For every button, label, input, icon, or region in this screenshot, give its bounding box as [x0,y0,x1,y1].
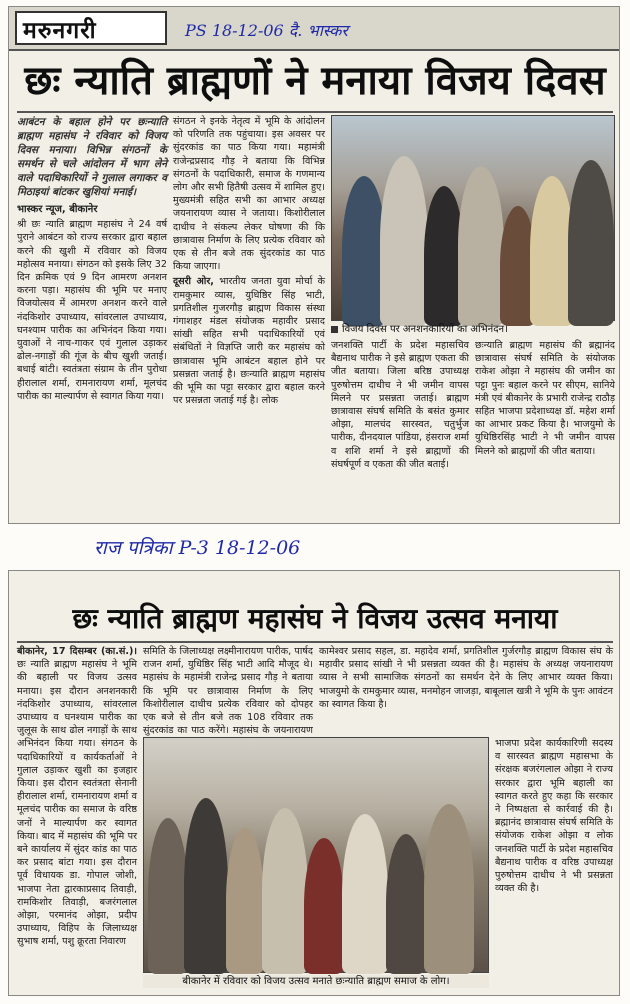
article-body-text: श्री छः न्याति ब्राह्मण महासंघ ने 24 वर्ष पुराने आबंटन को राज्य सरकार द्वारा बहाल करने की खुशी में रविवार को विजय महोत्सव मनाया। संगठन को इसके लिए 32 दिन क्रमिक एवं 9 दिन आमरण अनशन करना पड़ा। महासंघ की भूमि पर मनाए विजयोत्सव में आमरण अनशन करने वाले नंदकिशोर उपाध्याय, सांवरलाल उपाध्याय, घनश्याम पारीक का अभिनंदन किया गया। युवाओं ने नाच-गाकर एवं गुलाल उड़ाकर ढोल-नगाड़ों की गूंज के बीच खुशी जताई। बधाई बांटी। स्वतंत्रता संग्राम के तीन पुरोधा हीरालाल शर्मा, रामनारायण शर्मा, मूलचंद पारीक का माल्यार्पण से स्वागत किया गया। [17,219,167,402]
news-photo-crowd [331,115,615,321]
divider [17,111,613,113]
masthead-title: मरुनगरी [23,17,97,44]
article-column-3 [319,645,613,735]
article-body-text: छःन्याति ब्राह्मण महासंघ की ब्रह्मानंद छात्रावास संघर्ष समिति के संयोजक राकेश ओझा ने महासंघ की जमीन का पट्टा पुनः बहाल करने पर सीएम, सानिये मंत्री एवं बीकानेर के प्रभारी राजेन्द्र राठौड़ सहित भाजपा प्रदेशाध्यक्ष डॉ. महेश शर्मा का आभार प्रकट किया है। भाजयुमो के युधिष्ठिरसिंह भाटी ने भी जमीन वापस मिलने को ब्राह्मणों की जीत बताया। [475,340,615,457]
article-body-text: भारतीय जनता युवा मोर्चा के रामकुमार व्यास, युधिष्ठिर सिंह भाटी, प्रगतिशील गुजरगौड़ ब्राह्मण विकास संस्था गंगाशहर मंडल संयोजक महावीर प्रसाद सांखी सहित सभी पदाधिकारियों एवं संबंधितों ने विज्ञप्ति जारी कर महासंघ को छात्रावास भूमि आबंटन बहाल होने पर प्रसन्नता जताई है। छःन्याति ब्राह्मण महासंघ की भूमि का पट्टा सरकार द्वारा बहाल करने पर प्रसन्नता जताई गई है। लोक [173,276,325,407]
handwritten-source-note: राज पत्रिका P-3 18-12-06 [94,537,301,559]
article-intro: आबंटन के बहाल होने पर छःन्याति ब्राह्मण महासंघ ने रविवार को विजय दिवस मनाया। विभिन्न संगठनों के समर्थन से चले आंदोलन में भाग लेने वाले पदाधिकारियों ने गुलाल लगाकर व मिठाइयां बांटकर खुशियां मनाई। [17,116,167,198]
article-column-4 [475,339,615,519]
article-body-text: जनशक्ति पार्टी के प्रदेश महासचिव बैद्यनाथ पारीक ने इसे ब्राह्मण एकता की जीत बताया। जिला बरिष्ठ उपाध्यक्ष पुरुषोत्तम दाधीच ने भी जमीन वापस मिलने पर प्रसन्नता जताई। ब्राह्मण छात्रावास संघर्ष समिति के बसंत कुमार ओझा, मालचंद सारस्वत, चतुर्भुज पारीक, दीनदयाल पांडिया, हंसराज शर्मा व शशि शर्मा ने इसे ब्राह्मणों की संघर्षपूर्ण व एकता की जीत बताई। [331,340,469,470]
article-subhead: दूसरी ओर, [173,276,214,288]
article-column-1 [17,645,137,991]
headline: छः न्याति ब्राह्मणों ने मनाया विजय दिवस [24,57,606,104]
newspaper-clipping-patrika [8,570,620,996]
article-body-text: समिति के जिलाध्यक्ष लक्ष्मीनारायण पारीक, पार्षद राजन शर्मा, युधिष्ठिर सिंह भाटी आदि मौजूद थे। महासंघ के महामंत्री राजेन्द्र प्रसाद गौड़ ने बताया कि भूमि पर छात्रावास निर्माण के लिए किशोरीलाल दाधीच प्रत्येक रविवार को दोपहर एक बजे से तीन बजे तक 108 रविवार तक सुंदरकांड का पाठ करेंगे। महासंघ के जयनारायण [143,646,313,737]
article-byline: भास्कर न्यूज, बीकानेर [17,204,98,215]
caption-bullet-icon [331,326,338,333]
article-body-text: संगठन ने इनके नेतृत्व में भूमि के आंदोलन को परिणति तक पहुंचाया। इस अवसर पर सुंदरकांड का पाठ किया गया। महामंत्री राजेन्द्रप्रसाद गौड़ ने बताया कि विभिन्न संगठनों के पदाधिकारी, समाज के गणमान्य लोग और सभी हितैषी उत्सव में शामिल हुए। मुख्यमंत्री सहित सभी का आभार अध्यक्ष जयनारायण व्यास ने जताया। किशोरीलाल दाधीच ने संकल्प लेकर घोषणा की कि छात्रावास निर्माण के लिए प्रत्येक रविवार को एक से तीन बजे तक सुंदरकांड का पाठ किया जाएगा। [173,116,325,273]
article-body-text: कामेश्वर प्रसाद सहल, डा. महादेव शर्मा, प्रगतिशील गुर्जरगौड़ ब्राह्मण विकास संघ के महावीर प्रसाद सांखी ने भी प्रसन्नता व्यक्त की है। महासंघ के अध्यक्ष जयनारायण व्यास ने सभी सामाजिक संगठनों का समर्थन देने के लिए आभार व्यक्त किया। भाजयुमो के रामकुमार व्यास, मनमोहन जाजड़ा, बाबूलाल खत्री ने भूमि के पुनः आवंटन का स्वागत किया है। [319,646,613,710]
photo-caption [331,323,615,336]
divider [17,641,613,643]
article-column-3 [331,339,469,519]
news-photo-procession [143,737,489,973]
article-column-1 [17,115,167,519]
article-column-4 [495,737,613,991]
article-body-text: भाजपा प्रदेश कार्यकारिणी सदस्य व सारस्वत ब्राह्मण महासभा के संरक्षक बजरंगलाल ओझा ने राज्य सरकार द्वारा भूमि बहाली का स्वागत करते हुए कहा कि सरकार ने निष्पक्षता से कार्रवाई की है। ब्रह्मानंद छात्रावास संघर्ष समिति के संयोजक राकेश ओझा व लोक जनशक्ति पार्टी के प्रदेश महासचिव बैद्यनाथ पारीक व वरिष्ठ उपाध्यक्ष पुरुषोत्तम दाधीच ने भी प्रसन्नता व्यक्त की है। [495,738,613,895]
article-dateline: बीकानेर, 17 दिसम्बर (का.सं.)। [17,646,137,657]
article-column-2 [173,115,325,519]
headline: छः न्याति ब्राह्मण महासंघ ने विजय उत्सव मनाया [72,602,558,635]
newspaper-clipping-bhaskar [8,6,620,524]
article-column-2 [143,645,313,735]
photo-caption: बीकानेर में रविवार को विजय उत्सव मनाते छःन्याति ब्राह्मण समाज के लोग। [143,975,489,988]
photo-caption-text: विजय दिवस पर अनशनकारियों का अभिनंदन। [342,324,508,335]
handwritten-date-note: PS 18-12-06 दै. भास्कर [185,21,348,40]
article-body-text: छः न्याति ब्राह्मण महासंघ ने भूमि की बहाली पर विजय उत्सव मनाया। इस दौरान अनशनकारी नंदकिशोर उपाध्याय, सांवरलाल उपाध्याय व घनश्याम पारीक का जुलूस के साथ ढोल नगाड़ों के साथ अभिनंदन किया गया। संगठन के पदाधिकारियों व कार्यकर्ताओं ने गुलाल उड़ाकर खुशी का इजहार किया। इस दौरान स्वतंत्रता सेनानी हीरालाल शर्मा, रामनारायण शर्मा व मूलचंद पारीक का समाज के वरिष्ठ जनों ने माल्यार्पण कर स्वागत किया। बाद में महासंघ की भूमि पर बने कार्यालय में सुंदर कांड का पाठ कर प्रसाद बांटा गया। इस दौरान पूर्व विधायक डा. गोपाल जोशी, भाजपा नेता द्वारकाप्रसाद तिवाड़ी, रामकिशोर तिवाड़ी, बजरंगलाल ओझा, परमानंद ओझा, प्रदीप उपाध्याय, विहिप के जिलाध्यक्ष सुभाष शर्मा, पशु क्रूरता निवारण [17,659,137,948]
